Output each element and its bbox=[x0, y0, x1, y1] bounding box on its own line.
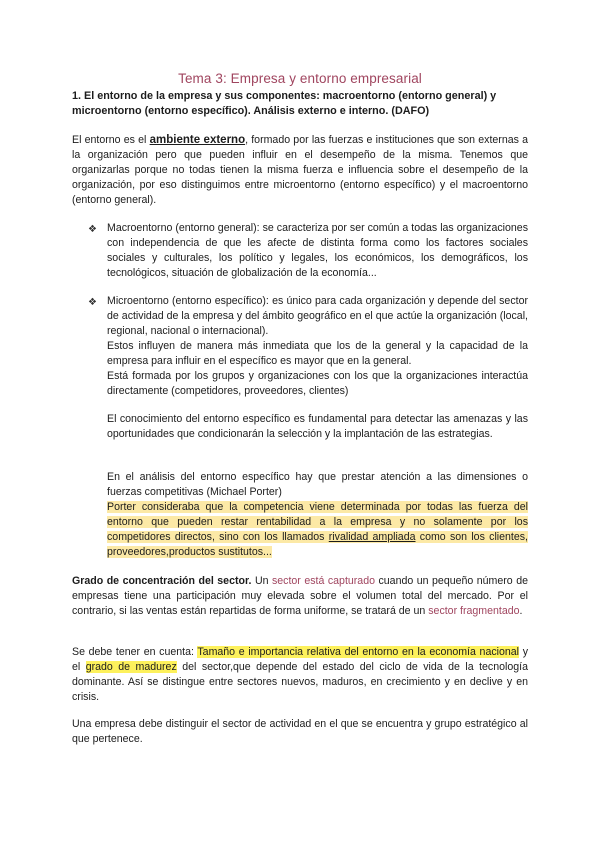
micro-paragraph-3: Está formada por los grupos y organizaciones con los que la organizaciones interactúa directamente (competidores, proveedores, clientes) bbox=[107, 370, 528, 397]
consider-text-1: Se debe tener en cuenta: bbox=[72, 646, 198, 658]
consider-text-2: y el bbox=[72, 646, 529, 673]
porter-highlight-b: como son los clientes, proveedores,productos sustitutos... bbox=[107, 531, 529, 558]
section-heading: 1. El entorno de la empresa y sus componentes: macroentorno (entorno general) y microentorno (entorno específico). Análisis externo e interno. (DAFO) bbox=[72, 90, 497, 117]
intro-paragraph bbox=[72, 133, 528, 208]
consider-highlight-2: grado de madurez bbox=[85, 661, 177, 673]
intro-text-before: El entorno es el bbox=[72, 134, 150, 146]
concentration-text-2: cuando un pequeño número de empresas tiene una participación muy elevada sobre el volumen total del mercado. Por el contrario, si las ventas están repartidas de forma uniforme, se tratará de un bbox=[72, 575, 528, 617]
intro-emphasis: ambiente externo bbox=[149, 134, 246, 146]
macro-paragraph: Macroentorno (entorno general): se caracteriza por ser común a todas las organizaciones con independencia de que les afecte de distinta forma como los factores sociales sociales y culturales, los político y legales, los económicos, los demográficos, los tecnológicos, situación de globalización de la economía... bbox=[107, 222, 528, 279]
porter-paragraph bbox=[107, 500, 528, 560]
porter-highlight-underline: rivalidad ampliada bbox=[328, 531, 416, 543]
micro-paragraph-2: Estos influyen de manera más inmediata que los de la general y la capacidad de la empresa para influir en el específico es mayor que en la general. bbox=[107, 340, 528, 367]
diamond-bullet-icon: ❖ bbox=[88, 297, 97, 308]
diamond-bullet-icon: ❖ bbox=[88, 224, 97, 235]
consider-paragraph bbox=[72, 645, 528, 705]
consider-text-3: del sector,que depende del estado del ciclo de vida de la tecnología dominante. Así se distingue entre sectores nuevos, maduros, en crecimiento y en declive y en crisis. bbox=[72, 661, 528, 703]
sector-fragmented-term: sector fragmentado bbox=[428, 605, 520, 617]
closing-paragraph: Una empresa debe distinguir el sector de actividad en el que se encuentra y grupo estratégico al que pertenece. bbox=[72, 718, 528, 745]
micro-paragraph-5: En el análisis del entorno específico hay que prestar atención a las dimensiones o fuerzas competitivas (Michael Porter) bbox=[107, 471, 528, 498]
micro-paragraph-4: El conocimiento del entorno específico es fundamental para detectar las amenazas y las oportunidades que condicionarán la selección y la implantación de las estrategias. bbox=[107, 413, 528, 440]
page-title: Tema 3: Empresa y entorno empresarial bbox=[178, 71, 422, 86]
porter-highlight-a: Porter consideraba que la competencia viene determinada por todas las fuerza del entorno que pueden restar rentabilidad a la empresa y no solamente por los competidores directos, sino con los llamados bbox=[107, 501, 528, 543]
sector-captured-term: sector está capturado bbox=[271, 575, 375, 587]
concentration-text-3: . bbox=[519, 605, 523, 617]
concentration-paragraph bbox=[72, 574, 528, 619]
concentration-text-1: Un bbox=[251, 575, 272, 587]
micro-paragraph-1: Microentorno (entorno específico): es único para cada organización y depende del sector de actividad de la empresa y del ámbito geográfico en el que actúe la organización (local, regional, nacional o internacional). bbox=[107, 295, 528, 337]
intro-text-after: , formado por las fuerzas e instituciones que son externas a la organización pero que pueden influir en el desempeño de la misma. Tenemos que organizarlas porque no todas tienen la misma fuerza e influencia sobre el desempeño de la organización, por eso distinguimos entre microentorno (entorno específico) y el macroentorno (entorno general). bbox=[72, 134, 528, 206]
concentration-label: Grado de concentración del sector. bbox=[72, 575, 252, 587]
consider-highlight-1: Tamaño e importancia relativa del entorno en la economía nacional bbox=[197, 646, 520, 658]
